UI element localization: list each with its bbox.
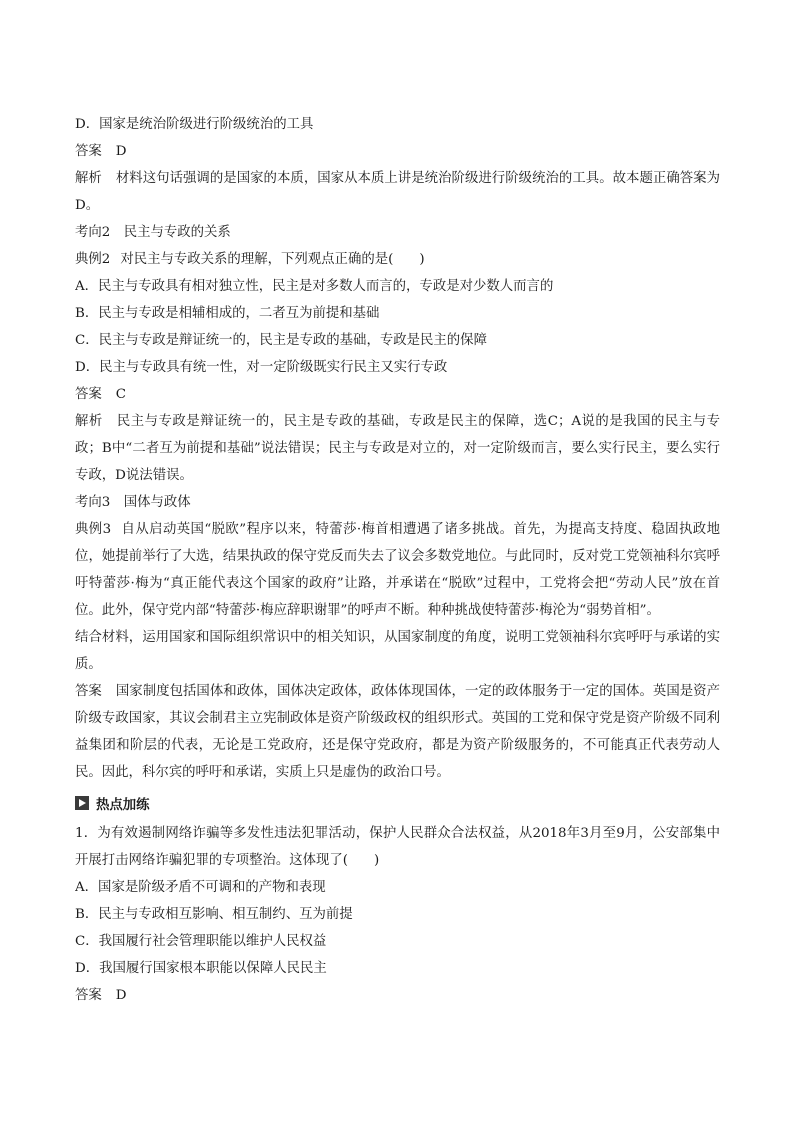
example-3-answer-text: 国家制度包括国体和政体，国体决定政体，政体体现国体，一定的政体服务于一定的国体。英国是资产阶级专政国家，其议会制君主立宪制政体是资产阶级政权的组织形式。英国的工党和保守党是资产阶级不同利益集团和阶层的代表，无论是工党政府，还是保守党政府，都是为资产阶级服务的，不可能真正代表劳动人民。因此，科尔宾的呼吁和承诺，实质上只是虚伪的政治口号。 [75, 684, 721, 780]
example-3-material-text: 自从启动英国“脱欧”程序以来，特蕾莎·梅首相遭遇了诸多挑战。首先，为提高支持度、稳固执政地位，她提前举行了大选，结果执政的保守党反而失去了议会多数党地位。与此同时，反对党工党领袖科尔宾呼吁特蕾莎·梅为“真正能代表这个国家的政府”让路，并承诺在“脱欧”过程中，工党将会把“劳动人民”放在首位。此外，保守党内部“特蕾莎·梅应辞职谢罪”的呼声不断。种种挑战使特蕾莎·梅沦为“弱势首相”。 [75, 522, 720, 618]
direction-2-title: 考向2 民主与专政的关系 [75, 225, 231, 240]
hot-practice-title: 热点加练 [96, 797, 150, 813]
practice-1-answer-line [75, 982, 720, 1009]
example-2-answer-line [75, 381, 720, 408]
practice-1-question [75, 820, 720, 874]
example-3-answer-paragraph [75, 678, 720, 786]
practice-1-question-text: 1．为有效遏制网络诈骗等多发性违法犯罪活动，保护人民群众合法权益，从2018年3月至9月，公安部集中开展打击网络诈骗犯罪的专项整治。这体现了( [75, 826, 720, 868]
option-d: D．国家是统治阶级进行阶级统治的工具 [75, 117, 314, 132]
example-3-answer-label: 答案 [75, 684, 102, 699]
example-3-label: 典例3 [75, 522, 112, 537]
analysis-text: 材料这句话强调的是国家的本质，国家从本质上讲是统治阶级进行阶级统治的工具。故本题正确答案为D。 [75, 171, 721, 213]
play-triangle-icon [75, 796, 89, 810]
example-2-answer-value: C [115, 387, 127, 402]
example-2-question [75, 246, 720, 273]
example-2-analysis-paragraph [75, 408, 720, 489]
practice-1-question-close: ) [374, 853, 380, 868]
practice-1-answer-value: D [115, 988, 127, 1003]
analysis-label: 解析 [75, 171, 102, 186]
practice-1-option-a: A．国家是阶级矛盾不可调和的产物和表现 [75, 880, 326, 895]
answer-label: 答案 [75, 144, 102, 159]
practice-1-option-d: D．我国履行国家根本职能以保障人民民主 [75, 961, 327, 976]
practice-1-option-c: C．我国履行社会管理职能以维护人民权益 [75, 934, 327, 949]
example-2-answer-label: 答案 [75, 387, 102, 402]
example-2-question-text: 对民主与专政关系的理解，下列观点正确的是( [120, 252, 394, 267]
practice-1-answer-label: 答案 [75, 988, 102, 1003]
hot-practice-heading [75, 786, 720, 820]
example-2-analysis-text: 民主与专政是辩证统一的，民主是专政的基础，专政是民主的保障，选C；A说的是我国的民主与专政；B中“二者互为前提和基础”说法错误；民主与专政是对立的，对一定阶级而言，要么实行民主，要么实行专政，D说法错误。 [75, 414, 721, 483]
example-3-question: 结合材料，运用国家和国际组织常识中的相关知识，从国家制度的角度，说明工党领袖科尔宾呼吁与承诺的实质。 [75, 630, 720, 672]
example-2-option-d: D．民主与专政具有统一性，对一定阶级既实行民主又实行专政 [75, 360, 448, 375]
practice-1-option-b: B．民主与专政相互影响、相互制约、互为前提 [75, 907, 353, 922]
example-2-label: 典例2 [75, 252, 111, 267]
direction-3-title: 考向3 国体与政体 [75, 495, 191, 510]
answer-value: D [115, 144, 127, 159]
example-2-option-a: A．民主与专政具有相对独立性，民主是对多数人而言的，专政是对少数人而言的 [75, 279, 554, 294]
analysis-paragraph [75, 165, 720, 219]
example-2-option-b: B．民主与专政是相辅相成的，二者互为前提和基础 [75, 306, 380, 321]
example-2-analysis-label: 解析 [75, 414, 103, 429]
example-2-question-close: ) [419, 252, 425, 267]
example-2-option-c: C．民主与专政是辩证统一的，民主是专政的基础，专政是民主的保障 [75, 333, 487, 348]
example-3-material [75, 516, 720, 624]
answer-line [75, 138, 720, 165]
document-content [75, 111, 720, 1009]
